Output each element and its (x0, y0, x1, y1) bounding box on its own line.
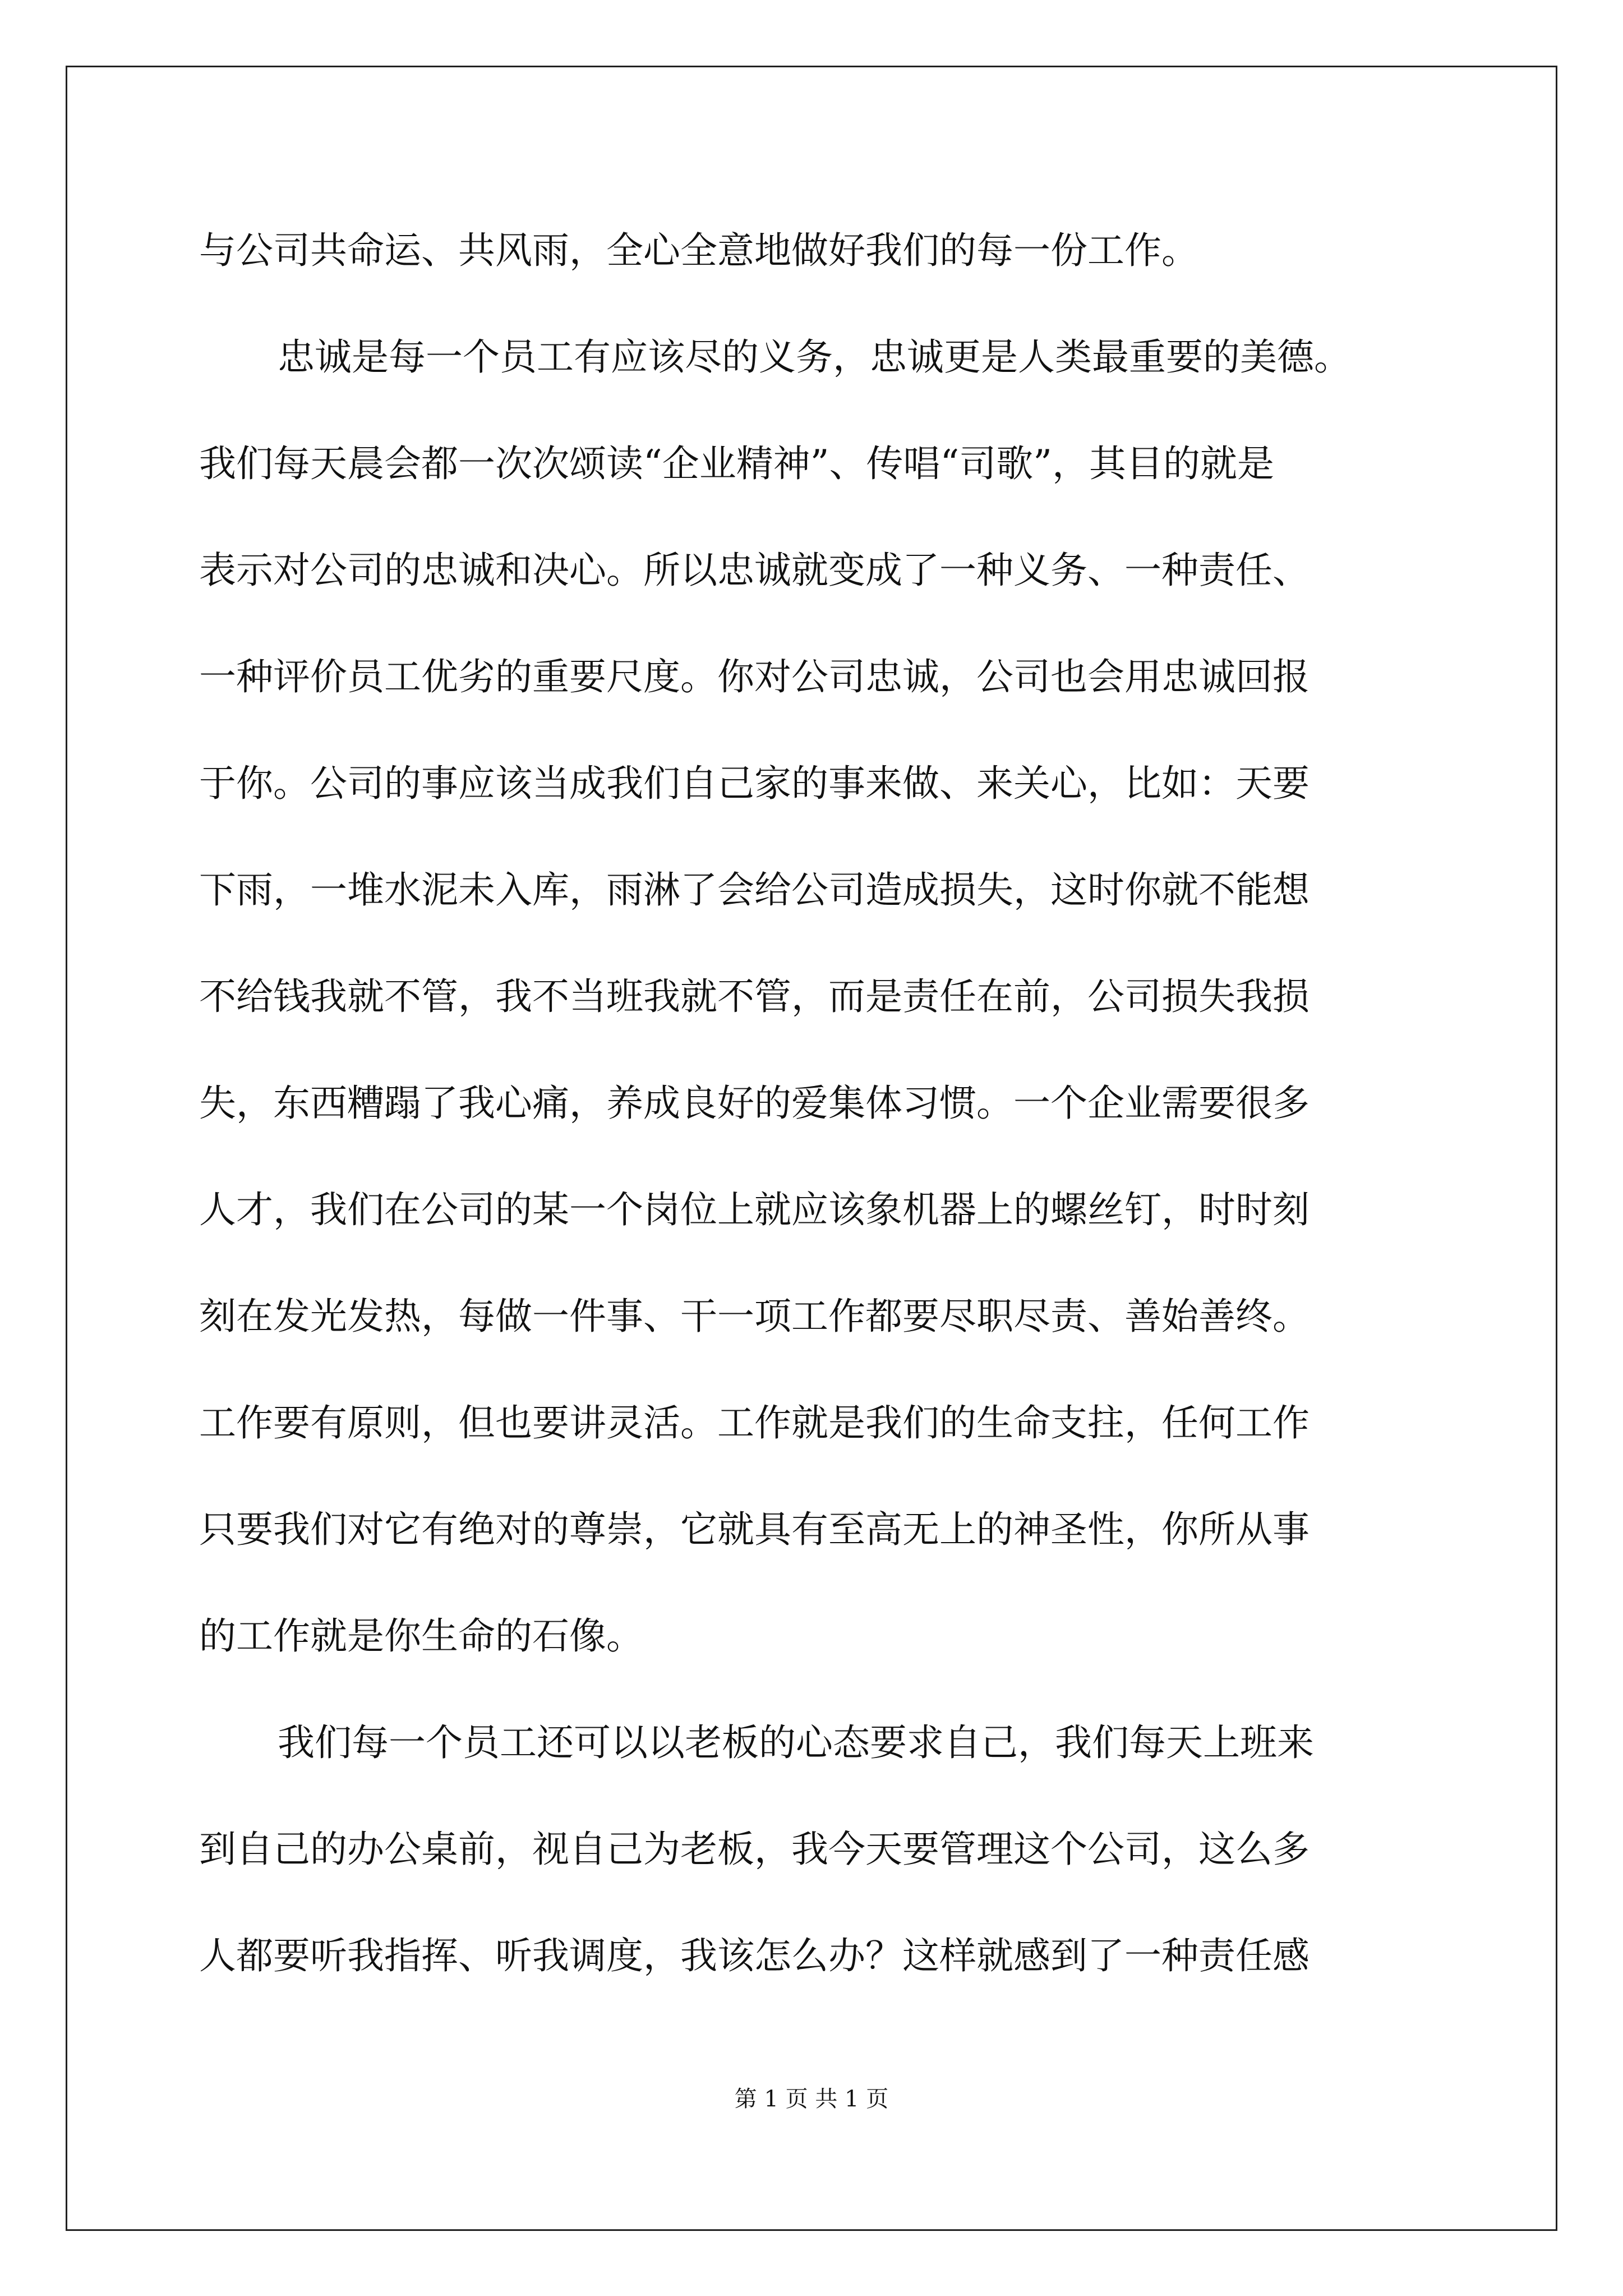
text-line: 下雨，一堆水泥未入库，雨淋了会给公司造成损失，这时你就不能想 (199, 868, 1310, 912)
text-line: 人才，我们在公司的某一个岗位上就应该象机器上的螺丝钉，时时刻 (199, 1188, 1310, 1231)
text-line: 表示对公司的忠诚和决心。所以忠诚就变成了一种义务、一种责任、 (199, 549, 1310, 592)
text-line: 只要我们对它有绝对的尊崇，它就具有至高无上的神圣性，你所从事 (199, 1508, 1310, 1551)
text-line: 于你。公司的事应该当成我们自己家的事来做、来关心，比如：天要 (199, 762, 1310, 805)
text-line: 到自己的办公桌前，视自己为老板，我今天要管理这个公司，这么多 (199, 1828, 1310, 1871)
text-line: 忠诚是每一个员工有应该尽的义务，忠诚更是人类最重要的美德。 (278, 335, 1351, 379)
text-line: 工作要有原则，但也要讲灵活。工作就是我们的生命支拄，任何工作 (199, 1401, 1310, 1444)
text-line: 一种评价员工优劣的重要尺度。你对公司忠诚，公司也会用忠诚回报 (199, 655, 1310, 698)
text-line: 我们每天晨会都一次次颂读“企业精神”、传唱“司歌”，其目的就是 (199, 442, 1274, 485)
document-body (199, 220, 1433, 2032)
text-line: 与公司共命运、共风雨，全心全意地做好我们的每一份工作。 (199, 229, 1198, 272)
page-number: 第 1 页 共 1 页 (734, 2086, 889, 2112)
text-line: 我们每一个员工还可以以老板的心态要求自己，我们每天上班来 (278, 1721, 1314, 1764)
text-line: 刻在发光发热，每做一件事、干一项工作都要尽职尽责、善始善终。 (199, 1295, 1310, 1338)
text-line: 人都要听我指挥、听我调度，我该怎么办？这样就感到了一种责任感 (199, 1934, 1310, 1977)
text-line: 的工作就是你生命的石像。 (199, 1614, 643, 1658)
text-line: 失，东西糟蹋了我心痛，养成良好的爱集体习惯。一个企业需要很多 (199, 1082, 1310, 1125)
text-line: 不给钱我就不管，我不当班我就不管，而是责任在前，公司损失我损 (199, 975, 1310, 1018)
